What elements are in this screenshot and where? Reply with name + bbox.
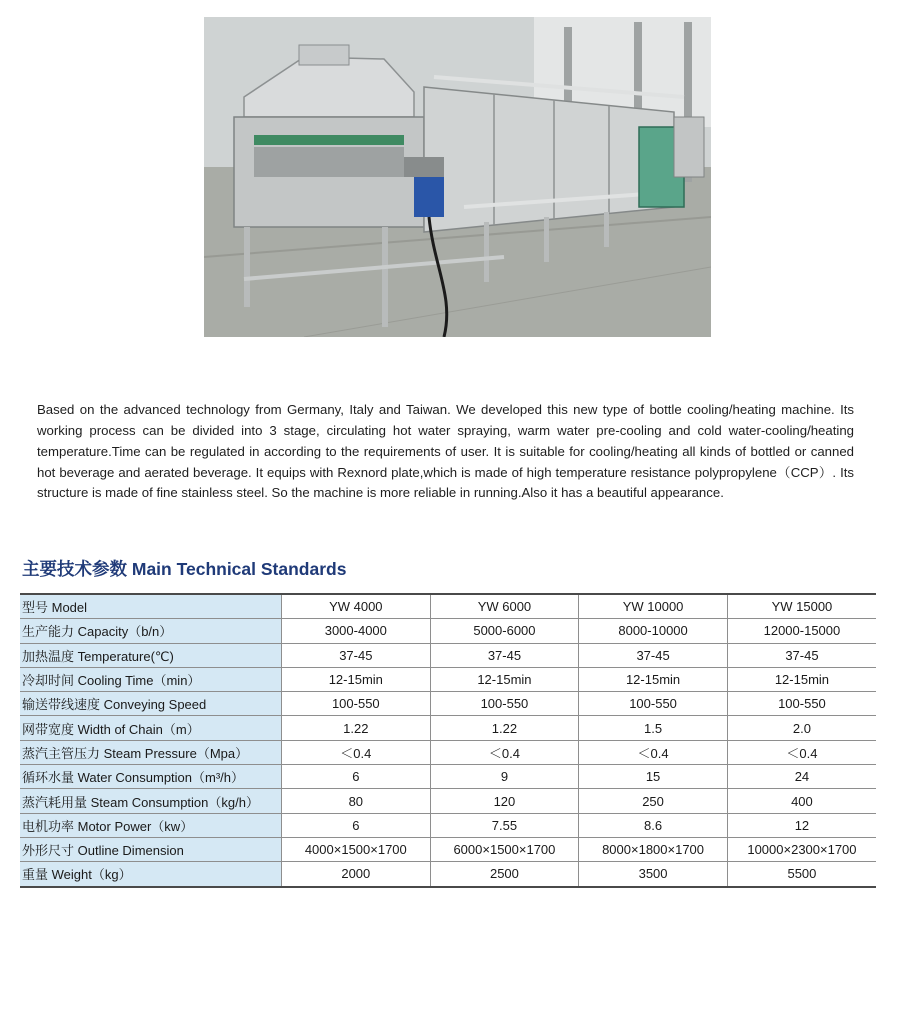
table-cell: 15 — [579, 765, 728, 789]
table-cell: 400 — [727, 789, 876, 813]
row-label: 循环水量 Water Consumption（m³/h） — [20, 765, 282, 789]
table-cell: 12-15min — [579, 667, 728, 691]
table-cell: YW 4000 — [282, 594, 431, 619]
table-cell: 120 — [430, 789, 579, 813]
section-title: 主要技术参数 Main Technical Standards — [22, 559, 347, 579]
row-label: 网带宽度 Width of Chain（m） — [20, 716, 282, 740]
table-cell: 7.55 — [430, 813, 579, 837]
table-cell: 100-550 — [579, 692, 728, 716]
machine-illustration — [204, 17, 711, 337]
table-cell: 10000×2300×1700 — [727, 837, 876, 861]
table-cell: 12-15min — [430, 667, 579, 691]
table-cell: 1.5 — [579, 716, 728, 740]
table-cell: 250 — [579, 789, 728, 813]
table-cell: 9 — [430, 765, 579, 789]
table-cell: 1.22 — [430, 716, 579, 740]
row-label: 重量 Weight（kg） — [20, 862, 282, 887]
table-cell: 4000×1500×1700 — [282, 837, 431, 861]
table-cell: 3500 — [579, 862, 728, 887]
table-cell: 37-45 — [430, 643, 579, 667]
row-label: 蒸汽耗用量 Steam Consumption（kg/h） — [20, 789, 282, 813]
table-row — [20, 643, 876, 667]
table-cell: 1.22 — [282, 716, 431, 740]
table-row — [20, 740, 876, 764]
table-cell: ＜0.4 — [430, 740, 579, 764]
table-row — [20, 789, 876, 813]
table-cell: 24 — [727, 765, 876, 789]
table-row — [20, 692, 876, 716]
table-cell: 5000-6000 — [430, 619, 579, 643]
table-cell: 100-550 — [727, 692, 876, 716]
row-label: 生产能力 Capacity（b/n） — [20, 619, 282, 643]
table-cell: YW 6000 — [430, 594, 579, 619]
table-row — [20, 813, 876, 837]
table-cell: 37-45 — [282, 643, 431, 667]
row-label: 加热温度 Temperature(℃) — [20, 643, 282, 667]
table-cell: YW 15000 — [727, 594, 876, 619]
description-paragraph: Based on the advanced technology from Germany, Italy and Taiwan. We developed this new type of bottle cooling/heating machine. Its working process can be divided into 3 stage, circulating hot water spraying, warm water pre-cooling and cold water-cooling/heating temperature.Time can be regulated in according to the requirements of user. It is suitable for cooling/heating all kinds of bottled or canned hot beverage and aerated beverage. It equips with Rexnord plate,which is made of high temperature resistance polypropylene（CCP）. Its structure is made of fine stainless steel. So the machine is more reliable in running.Also it has a beautiful appearance. — [37, 402, 854, 501]
table-cell: 12000-15000 — [727, 619, 876, 643]
table-cell: 2500 — [430, 862, 579, 887]
table-row — [20, 862, 876, 887]
table-cell: 100-550 — [430, 692, 579, 716]
table-cell: 6 — [282, 765, 431, 789]
table-cell: ＜0.4 — [579, 740, 728, 764]
table-cell: 6 — [282, 813, 431, 837]
row-label: 冷却时间 Cooling Time（min） — [20, 667, 282, 691]
table-cell: 12-15min — [727, 667, 876, 691]
table-cell: 8000×1800×1700 — [579, 837, 728, 861]
table-cell: 2000 — [282, 862, 431, 887]
table-cell: 8.6 — [579, 813, 728, 837]
table-cell: YW 10000 — [579, 594, 728, 619]
table-cell: 8000-10000 — [579, 619, 728, 643]
table-row — [20, 837, 876, 861]
specs-table — [20, 593, 876, 888]
table-cell: 2.0 — [727, 716, 876, 740]
table-cell: ＜0.4 — [282, 740, 431, 764]
table-cell: 12-15min — [282, 667, 431, 691]
row-label: 型号 Model — [20, 594, 282, 619]
table-cell: 37-45 — [727, 643, 876, 667]
table-row — [20, 619, 876, 643]
table-row — [20, 765, 876, 789]
row-label: 蒸汽主管压力 Steam Pressure（Mpa） — [20, 740, 282, 764]
table-row — [20, 594, 876, 619]
table-row — [20, 716, 876, 740]
row-label: 输送带线速度 Conveying Speed — [20, 692, 282, 716]
table-cell: 3000-4000 — [282, 619, 431, 643]
row-label: 电机功率 Motor Power（kw） — [20, 813, 282, 837]
table-cell: 6000×1500×1700 — [430, 837, 579, 861]
row-label: 外形尺寸 Outline Dimension — [20, 837, 282, 861]
table-cell: 12 — [727, 813, 876, 837]
machine-photo — [204, 17, 711, 337]
table-cell: 80 — [282, 789, 431, 813]
table-cell: 5500 — [727, 862, 876, 887]
table-cell: 37-45 — [579, 643, 728, 667]
table-row — [20, 667, 876, 691]
table-cell: ＜0.4 — [727, 740, 876, 764]
table-cell: 100-550 — [282, 692, 431, 716]
